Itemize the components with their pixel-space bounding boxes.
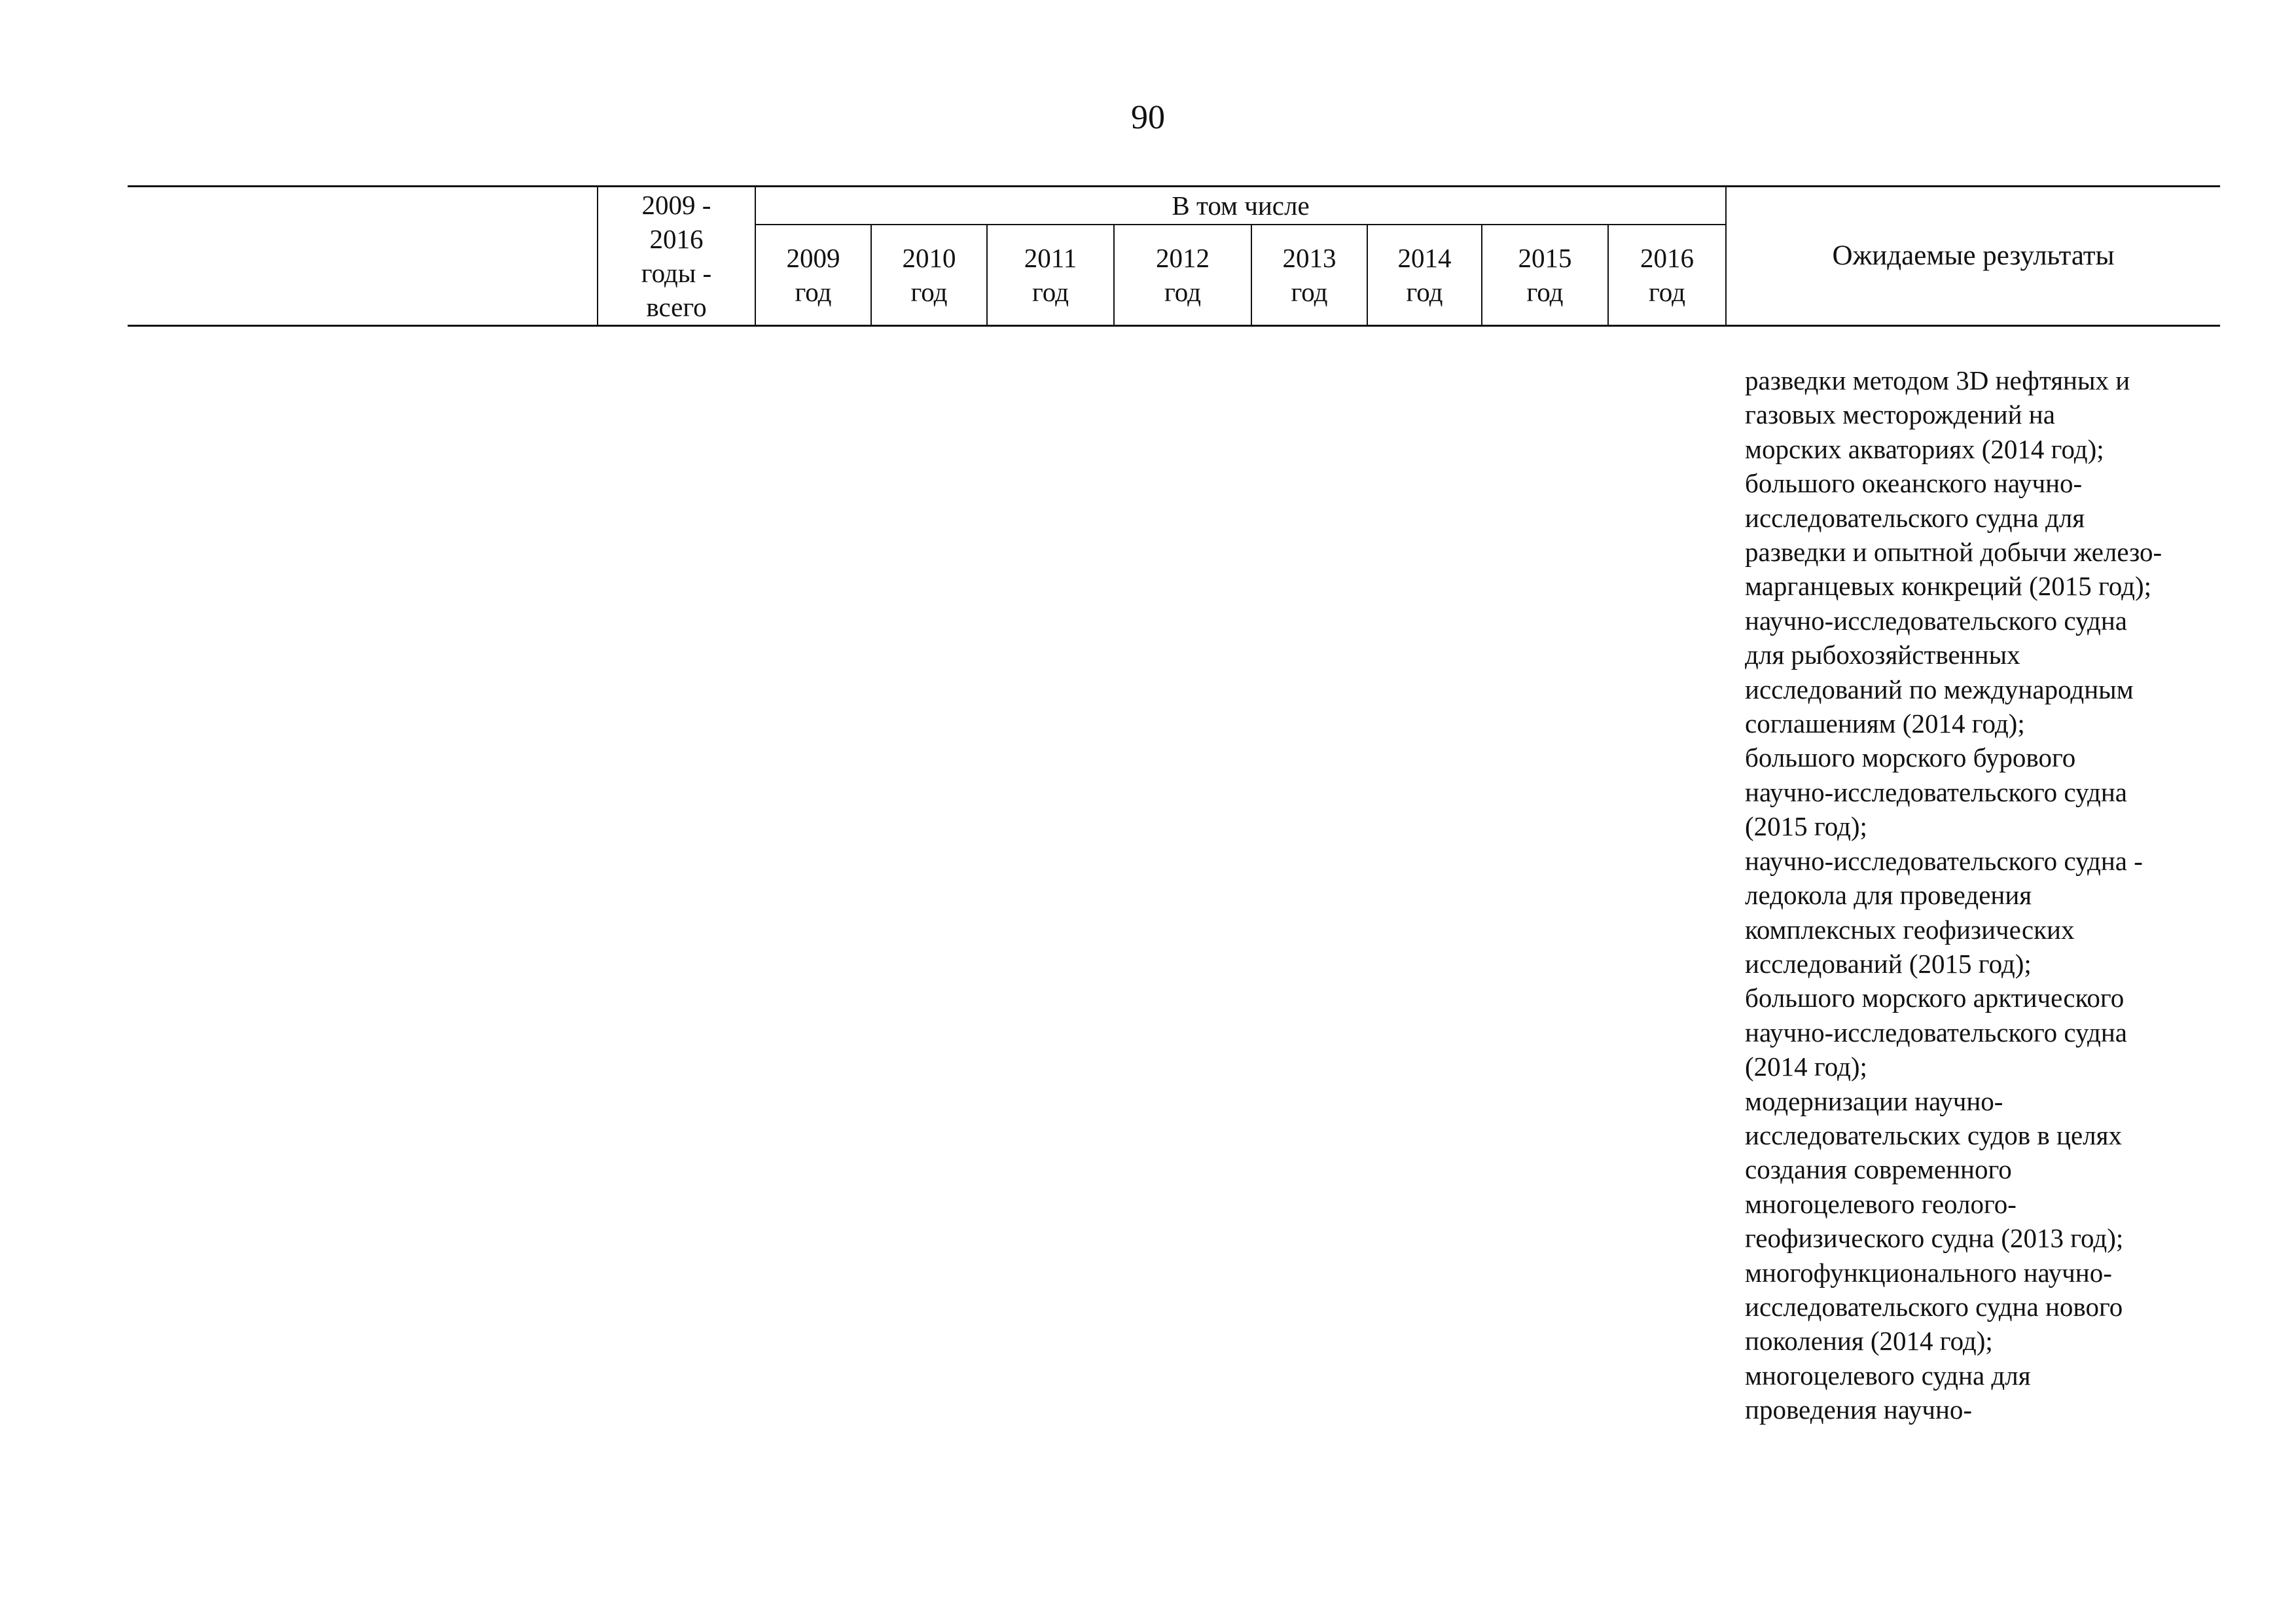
year-column-header: 2009 год bbox=[755, 225, 871, 326]
page-number: 90 bbox=[1131, 99, 1165, 136]
year-column-header: 2012 год bbox=[1114, 225, 1251, 326]
total-column-header: 2009 - 2016 годы - всего bbox=[598, 187, 755, 326]
expected-results-text: разведки методом 3D нефтяных и газовых месторождений на морских акваториях (2014 год); большого океанского научно- исследовательского судна для разведки и опытной добычи железо- марганцевых конкреций (2015 год); научно-исследовательского судна для рыбохозяйственных исследований по международным соглашениям (2014 год); большого морского бурового научно-исследовательского судна (2015 год); научно-исследовательского судна - ледокола для проведения комплексных геофизических исследований (2015 год); большого морского арктического научно-исследовательского судна (2014 год); модернизации научно- исследовательских судов в целях создания современного многоцелевого геолого- геофизического судна (2013 год); многофункционального научно- исследовательского судна нового поколения (2014 год); многоцелевого судна для проведения научно- bbox=[1745, 365, 2162, 1425]
year-column-header: 2011 год bbox=[987, 225, 1114, 326]
table-header bbox=[128, 185, 2220, 327]
year-column-header: 2013 год bbox=[1251, 225, 1367, 326]
year-column-header: 2010 год bbox=[871, 225, 987, 326]
year-column-header: 2014 год bbox=[1367, 225, 1482, 326]
blank-header-cell bbox=[128, 187, 598, 326]
year-column-header: 2016 год bbox=[1608, 225, 1726, 326]
expected-results-header: Ожидаемые результаты bbox=[1726, 187, 2220, 326]
subtotal-group-header: В том числе bbox=[755, 187, 1726, 225]
year-column-header: 2015 год bbox=[1482, 225, 1608, 326]
